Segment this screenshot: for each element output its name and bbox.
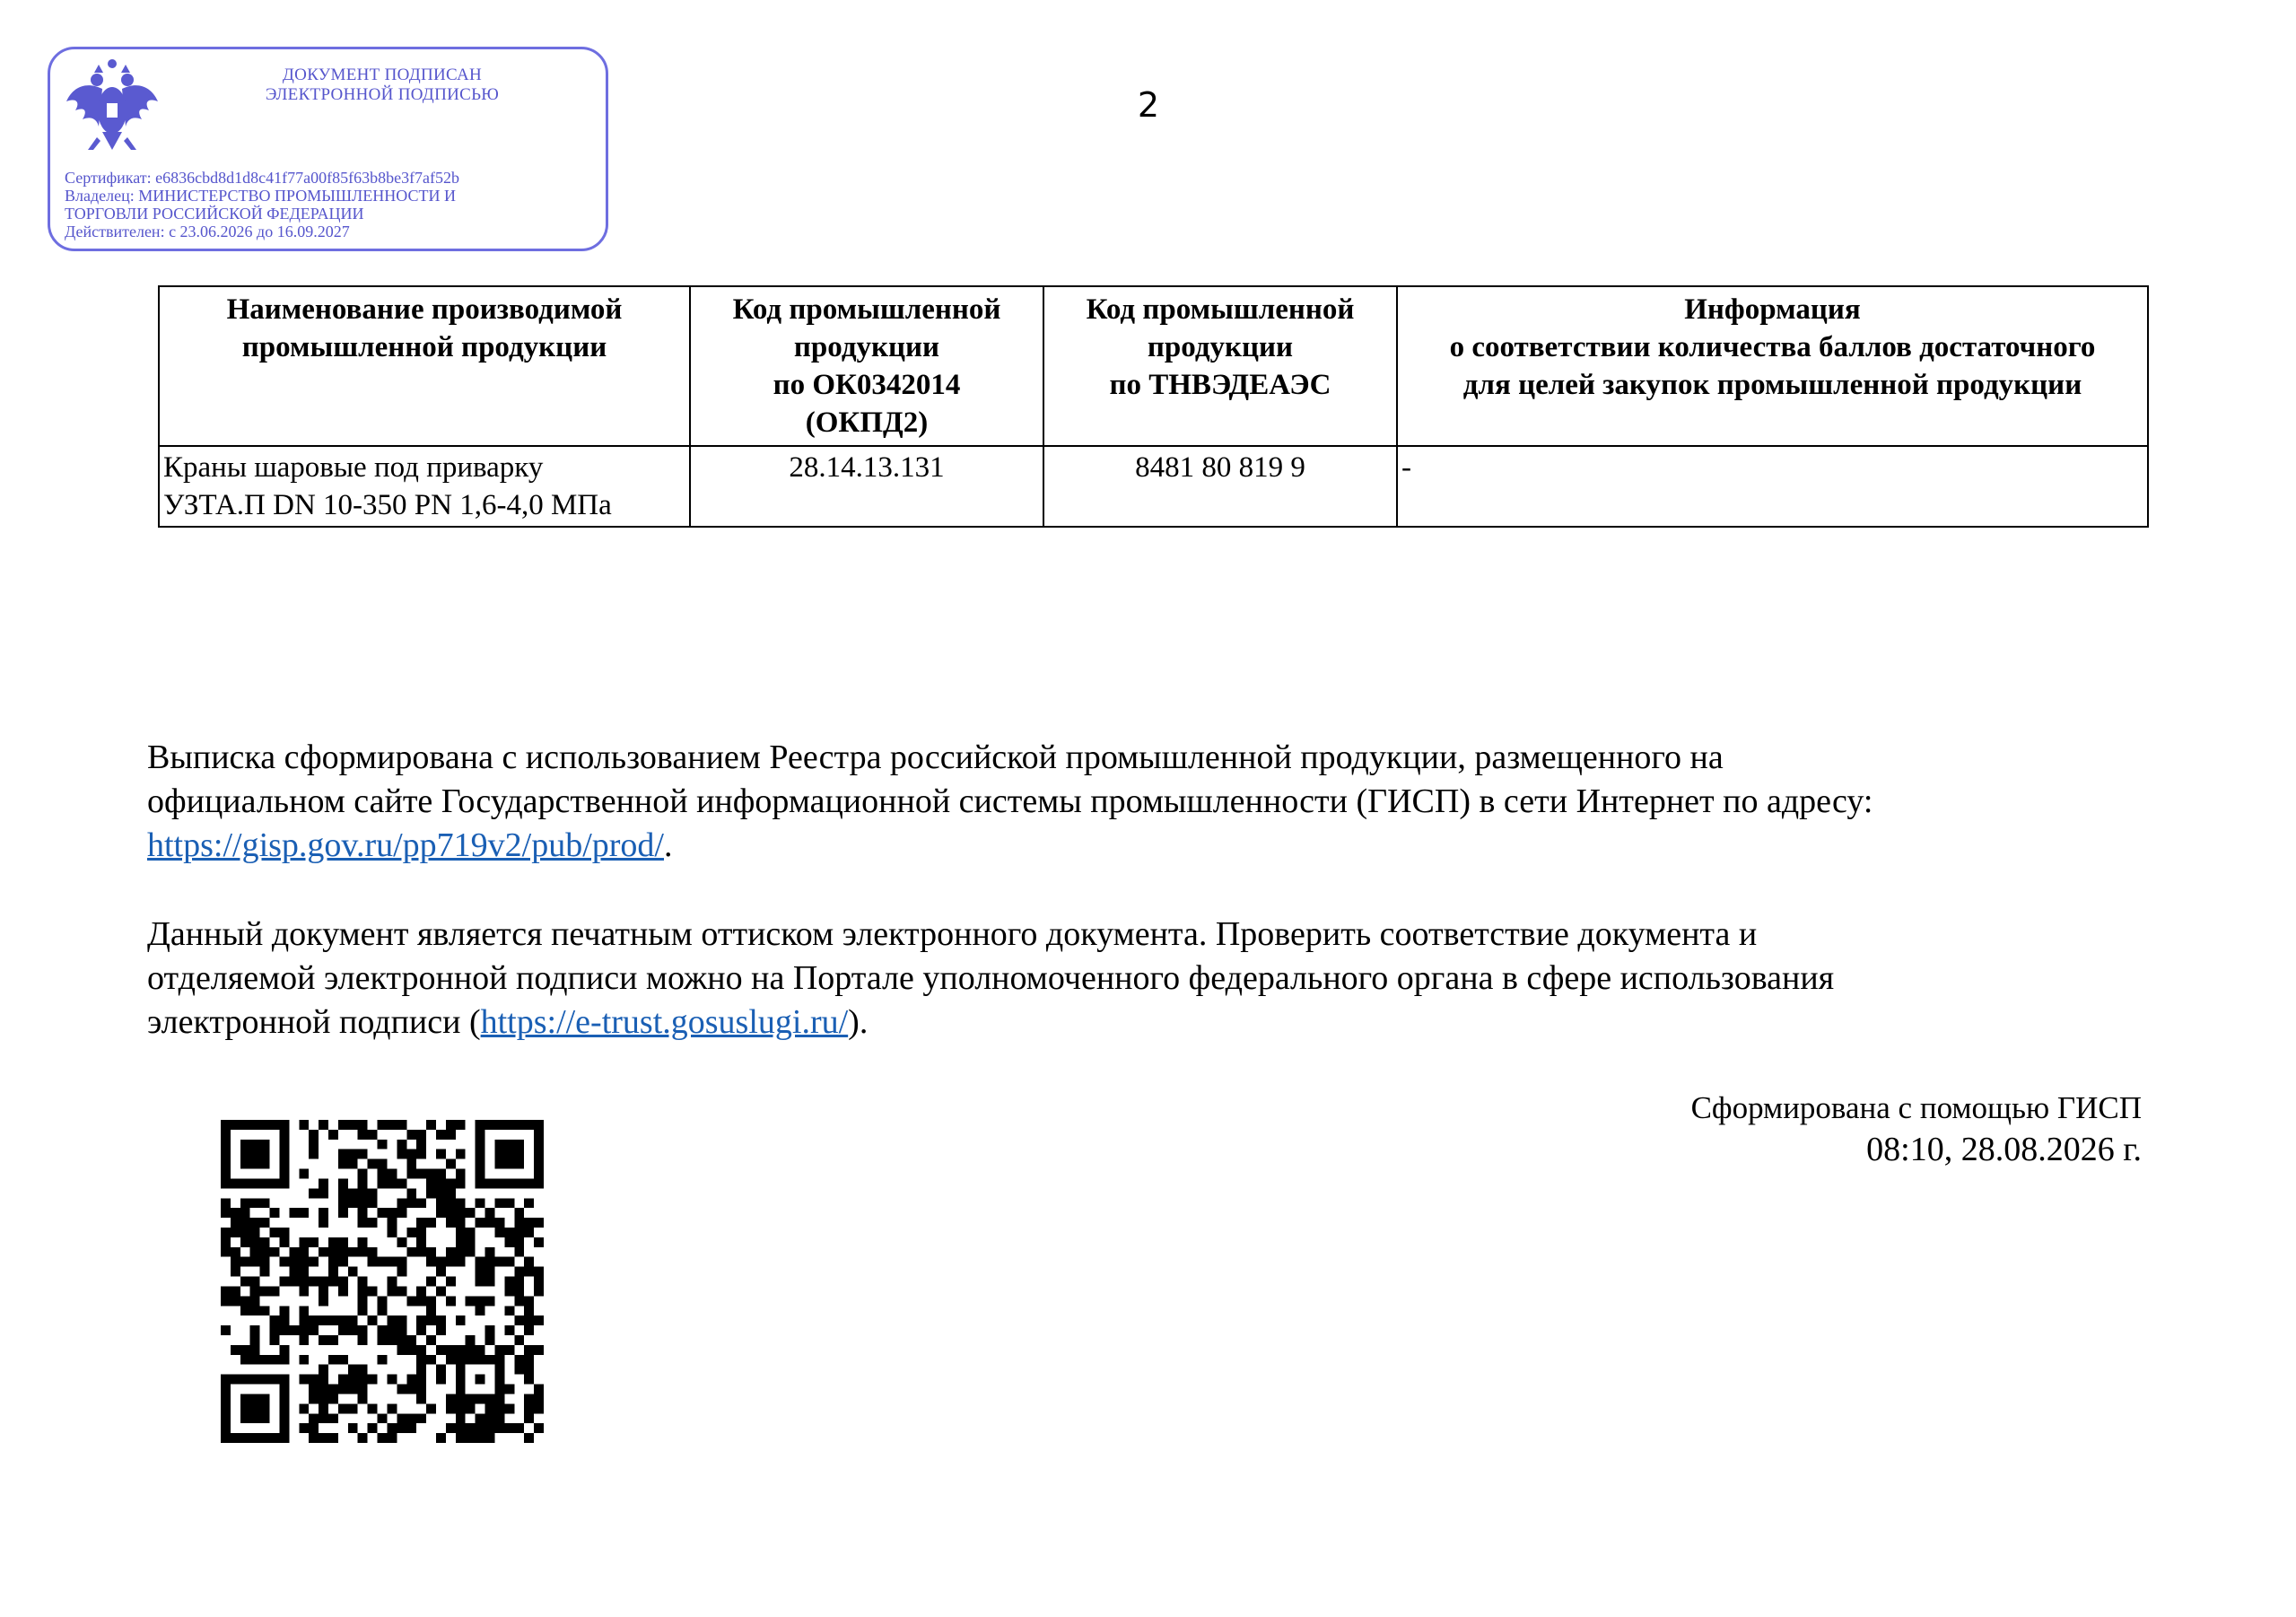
electronic-signature-stamp [48, 47, 608, 251]
header-line: Наименование производимой [226, 293, 623, 326]
header-line: продукции [793, 331, 940, 363]
header-line: Код промышленной [732, 293, 1001, 326]
paragraph-text: электронной подписи ( [147, 1003, 481, 1041]
paragraph-punct: . [664, 826, 673, 864]
paragraph-line: отделяемой электронной подписи можно на Портале уполномоченного федерального органа в сфере использования [147, 959, 1835, 997]
verification-paragraph [147, 913, 2166, 1044]
registry-paragraph [147, 736, 2166, 868]
e-trust-link[interactable]: https://e-trust.gosuslugi.ru/ [480, 1003, 849, 1041]
table-row [159, 446, 2148, 527]
stamp-details [65, 169, 603, 240]
paragraph-line: официальном сайте Государственной информационной системы промышленности (ГИСП) в сети Интернет по адресу: [147, 782, 1873, 820]
paragraph-line: Выписка сформирована с использованием Реестра российской промышленной продукции, размещенного на [147, 739, 1724, 776]
header-points-info [1397, 286, 2148, 446]
paragraph-line [147, 1001, 2166, 1044]
table-header-row [159, 286, 2148, 446]
generated-info [1691, 1088, 2142, 1171]
header-line: Код промышленной [1086, 293, 1355, 326]
double-headed-eagle-icon [63, 55, 162, 161]
paragraph-line: Данный документ является печатным оттиском электронного документа. Проверить соответствие документа и [147, 915, 1758, 953]
qr-code-icon [221, 1120, 544, 1443]
stamp-title [185, 66, 580, 105]
header-line: промышленной продукции [241, 331, 607, 363]
cell-line: Краны шаровые под приварку [163, 451, 544, 484]
paragraph-line [147, 824, 2166, 868]
header-line: (ОКПД2) [805, 406, 929, 439]
stamp-title-line: ДОКУМЕНТ ПОДПИСАН [282, 66, 483, 84]
cell-product-name [159, 446, 690, 527]
cell-points-info: - [1397, 446, 2148, 527]
gisp-link[interactable]: https://gisp.gov.ru/pp719v2/pub/prod/ [147, 826, 664, 864]
header-tnved [1043, 286, 1397, 446]
cell-tnved: 8481 80 819 9 [1043, 446, 1397, 527]
stamp-certificate: Сертификат: e6836cbd8d1d8c41f77a00f85f63b8be3f7af52b [65, 169, 460, 187]
header-line: о соответствии количества баллов достаточного [1449, 331, 2096, 363]
cell-line: УЗТА.П DN 10-350 PN 1,6-4,0 МПа [163, 489, 612, 521]
header-line: продукции [1147, 331, 1294, 363]
header-line: по ТНВЭДЕАЭС [1109, 369, 1331, 401]
stamp-owner: Владелец: МИНИСТЕРСТВО ПРОМЫШЛЕННОСТИ И [65, 187, 456, 205]
stamp-title-line: ЭЛЕКТРОННОЙ ПОДПИСЬЮ [265, 85, 500, 104]
stamp-validity: Действителен: с 23.06.2026 до 16.09.2027 [65, 223, 350, 240]
cell-okpd2: 28.14.13.131 [690, 446, 1043, 527]
page-number: 2 [1137, 85, 1160, 125]
products-table [158, 285, 2149, 528]
header-line: по ОК0342014 [773, 369, 961, 401]
header-line: Информация [1684, 293, 1861, 326]
paragraph-punct: ). [848, 1003, 869, 1041]
stamp-owner-cont: ТОРГОВЛИ РОССИЙСКОЙ ФЕДЕРАЦИИ [65, 205, 364, 223]
generated-label: Сформирована с помощью ГИСП [1690, 1090, 2142, 1125]
header-line: для целей закупок промышленной продукции [1462, 369, 2082, 401]
generated-datetime: 08:10, 28.08.2026 г. [1866, 1131, 2142, 1168]
header-product-name [159, 286, 690, 446]
header-okpd2 [690, 286, 1043, 446]
